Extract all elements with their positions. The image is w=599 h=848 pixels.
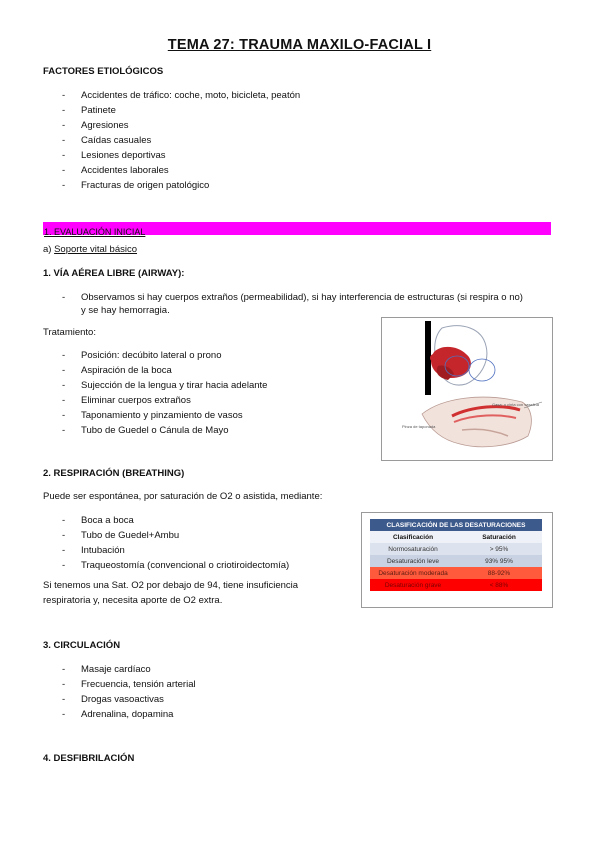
table-header: Saturación — [482, 533, 516, 541]
list-item: - Drogas vasoactivas — [81, 692, 196, 707]
breathing-note-line1: Si tenemos una Sat. O2 por debajo de 94, tiene insuficiencia — [43, 580, 299, 591]
list-item: - Adrenalina, dopamina — [81, 707, 196, 722]
list-item: - Fracturas de origen patológico — [81, 178, 300, 193]
table-cell: Desaturación moderada — [378, 569, 448, 577]
table-cell: < 88% — [489, 581, 509, 589]
list-item: - Lesiones deportivas — [81, 148, 300, 163]
list-item: - Observamos si hay cuerpos extraños (permeabilidad), si hay interferencia de estructuras (si respira o no) — [81, 290, 523, 305]
treatment-label: Tratamiento: — [43, 327, 96, 338]
list-item: - Sujección de la lengua y tirar hacia adelante — [81, 378, 267, 393]
etiology-list — [81, 88, 300, 193]
etiology-heading: FACTORES ETIOLÓGICOS — [43, 66, 164, 77]
subsection-title: Soporte vital básico — [54, 244, 138, 255]
treatment-list — [81, 348, 267, 438]
list-item: - Agresiones — [81, 118, 300, 133]
table-cell: Desaturación leve — [386, 557, 440, 565]
saturation-table — [370, 519, 542, 591]
airway-illustration — [381, 317, 553, 461]
airway-illustration-svg — [382, 318, 552, 460]
list-item: - Traqueostomía (convencional o criotiroidectomía) — [81, 558, 289, 573]
subsection-prefix: a) — [43, 244, 55, 255]
table-header: Clasificación — [392, 533, 434, 541]
list-item: - Eliminar cuerpos extraños — [81, 393, 267, 408]
table-row — [370, 579, 542, 591]
airway-list — [81, 290, 523, 305]
saturation-table-box — [361, 512, 553, 608]
list-item: - Caídas casuales — [81, 133, 300, 148]
list-item: - Frecuencia, tensión arterial — [81, 677, 196, 692]
section-heading: 1. EVALUACIÓN INICIAL — [44, 227, 146, 237]
table-cell: 88-92% — [487, 569, 511, 577]
figure-label-2: Pinza de taponada — [402, 424, 436, 429]
circulation-heading: 3. CIRCULACIÓN — [43, 640, 121, 651]
list-item: - Tubo de Guedel+Ambu — [81, 528, 289, 543]
breathing-note-line2: respiratoria y, necesita aporte de O2 extra. — [43, 595, 223, 606]
list-item: - Boca a boca — [81, 513, 289, 528]
page-title: TEMA 27: TRAUMA MAXILO-FACIAL I — [167, 37, 432, 53]
figure-label-1: Gasa: o cinta con vaselina — [492, 402, 539, 407]
table-cell: Desaturación grave — [384, 581, 442, 589]
table-row — [370, 567, 542, 579]
subsection-heading — [43, 244, 137, 255]
breathing-list — [81, 513, 289, 573]
breathing-heading: 2. RESPIRACIÓN (BREATHING) — [43, 468, 185, 479]
list-item: - Accidentes de tráfico: coche, moto, bicicleta, peatón — [81, 88, 300, 103]
table-row — [370, 555, 542, 567]
list-item: - Masaje cardíaco — [81, 662, 196, 677]
defibrillation-heading: 4. DESFIBRILACIÓN — [43, 753, 135, 764]
breathing-intro: Puede ser espontánea, por saturación de O2 o asistida, mediante: — [43, 491, 323, 502]
list-item: - Intubación — [81, 543, 289, 558]
section-heading-bar — [43, 222, 551, 235]
table-cell: 93% 95% — [485, 557, 513, 565]
saturation-table-title: CLASIFICACIÓN DE LAS DESATURACIONES — [370, 519, 542, 531]
table-cell: > 95% — [489, 545, 509, 553]
airway-item-continuation: y se hay hemorragia. — [81, 305, 170, 316]
list-item: - Aspiración de la boca — [81, 363, 267, 378]
airway-heading: 1. VÍA AÉREA LIBRE (AIRWAY): — [43, 268, 185, 279]
list-item: - Patinete — [81, 103, 300, 118]
circulation-list — [81, 662, 196, 722]
list-item: - Tubo de Guedel o Cánula de Mayo — [81, 423, 267, 438]
list-item: - Accidentes laborales — [81, 163, 300, 178]
list-item: - Posición: decúbito lateral o prono — [81, 348, 267, 363]
table-cell: Normosaturación — [388, 545, 438, 553]
table-row — [370, 543, 542, 555]
list-item: - Taponamiento y pinzamiento de vasos — [81, 408, 267, 423]
